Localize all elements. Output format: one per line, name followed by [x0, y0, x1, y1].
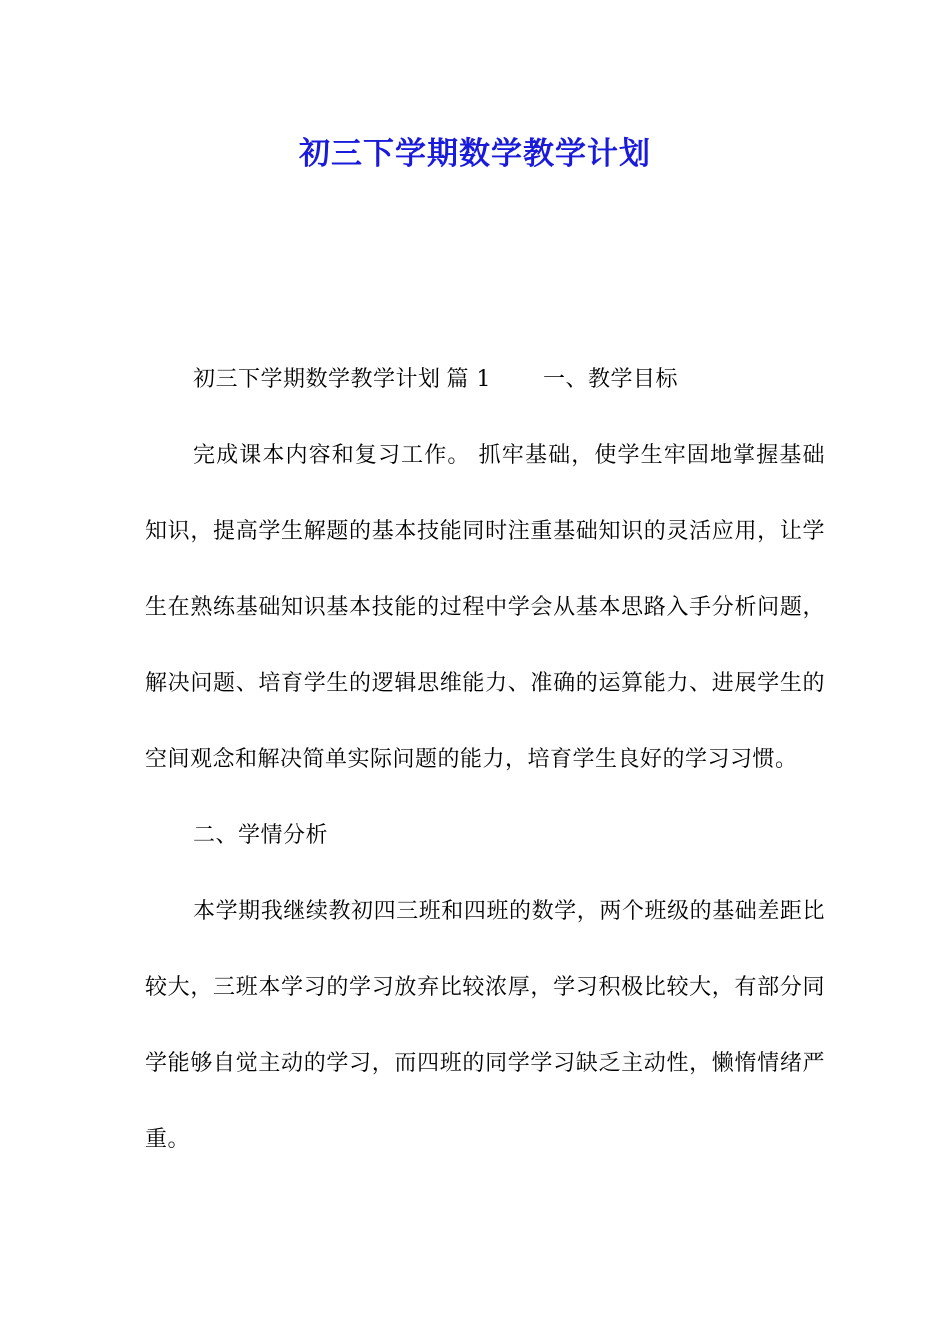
- paragraph-teaching-goals: 完成课本内容和复习工作。 抓牢基础，使学生牢固地掌握基础知识，提高学生解题的基本技能同时注重基础知识的灵活应用，让学生在熟练基础知识基本技能的过程中学会从基本思路入手分析问题，解决问题、培育学生的逻辑思维能力、准确的运算能力、进展学生的空间观念和解决简单实际问题的能力，培育学生良好的学习习惯。: [145, 443, 825, 772]
- heading-line: [145, 342, 825, 418]
- section-heading-teaching-goals: 一、教学目标: [543, 367, 679, 392]
- document-title: 初三下学期数学教学计划: [299, 136, 651, 172]
- section-heading-student-analysis: 二、学情分析: [193, 823, 329, 848]
- paragraph-student-analysis: 本学期我继续教初四三班和四班的数学，两个班级的基础差距比较大，三班本学习的学习放弃比较浓厚，学习积极比较大，有部分同学能够自觉主动的学习，而四班的同学学习缺乏主动性，懒惰情绪严重。: [145, 899, 825, 1152]
- document-body: [145, 342, 825, 1178]
- heading-doc-title: 初三下学期数学教学计划: [193, 367, 441, 392]
- part-label: 篇 1: [446, 367, 492, 392]
